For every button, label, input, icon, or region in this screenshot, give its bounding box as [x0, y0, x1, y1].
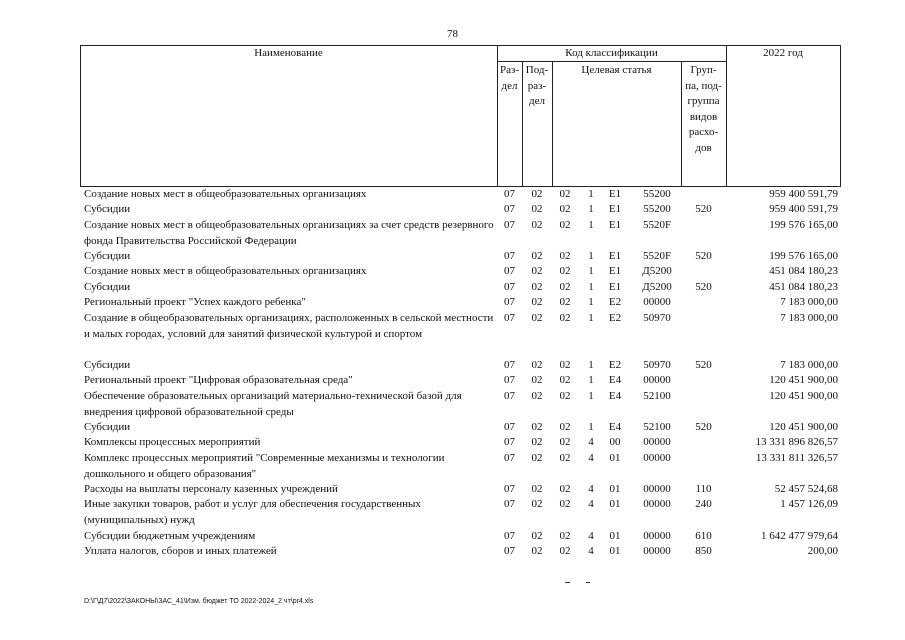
row-ts1: 02 [559, 374, 571, 386]
row-ts3: E1 [608, 281, 622, 293]
row-amount: 7 183 000,00 [780, 296, 838, 308]
row-ts3: 01 [609, 530, 621, 542]
row-podrazdel: 02 [531, 374, 543, 386]
row-name: Субсидии [84, 250, 131, 262]
row-ts3: 01 [609, 483, 621, 495]
row-ts4: Д5200 [642, 265, 672, 277]
row-name: Субсидии [84, 359, 131, 371]
row-name: Обеспечение образовательных организаций материально-технической базой для внедрения цифровой образовательной среды [84, 390, 462, 418]
row-name: Субсидии [84, 203, 131, 215]
row-ts2: 1 [588, 219, 594, 231]
row-ts4: Д5200 [642, 281, 672, 293]
row-razdel: 07 [504, 250, 515, 262]
row-amount: 120 451 900,00 [769, 374, 838, 386]
row-podrazdel: 02 [531, 483, 543, 495]
row-ts3: E1 [608, 250, 622, 262]
header-group-line: па, под- [685, 79, 722, 92]
row-name: Создание новых мест в общеобразовательных организациях за счет средств резервного фонда Правительства Российской Федерации [84, 219, 494, 247]
row-razdel: 07 [504, 421, 515, 433]
header-razdel [497, 63, 522, 94]
row-ts4: 55200 [643, 203, 671, 215]
row-ts2: 1 [588, 359, 594, 371]
row-ts2: 4 [588, 545, 594, 557]
row-ts2: 1 [588, 281, 594, 293]
row-ts4: 52100 [643, 390, 671, 402]
row-ts2: 1 [588, 188, 594, 200]
row-group: 520 [695, 359, 712, 371]
row-ts3: E2 [608, 296, 622, 308]
row-podrazdel: 02 [531, 436, 543, 448]
row-group: 520 [695, 421, 712, 433]
row-amount: 199 576 165,00 [769, 219, 838, 231]
header-group [681, 63, 726, 156]
row-ts4: 55200 [643, 188, 671, 200]
row-ts3: E4 [608, 390, 622, 402]
row-razdel: 07 [504, 374, 515, 386]
row-ts3: E4 [608, 374, 622, 386]
row-razdel: 07 [504, 498, 515, 510]
row-ts2: 1 [588, 421, 594, 433]
row-ts2: 1 [588, 312, 594, 324]
row-amount: 7 183 000,00 [780, 359, 838, 371]
row-amount: 7 183 000,00 [780, 312, 838, 324]
row-amount: 451 084 180,23 [769, 265, 838, 277]
header-group-line: группа [687, 95, 720, 107]
row-name: Создание новых мест в общеобразовательных организациях [84, 265, 367, 277]
row-name: Региональный проект "Успех каждого ребенка" [84, 296, 306, 308]
row-ts1: 02 [559, 250, 571, 262]
row-ts3: E4 [608, 421, 622, 433]
row-razdel: 07 [504, 436, 515, 448]
header-group-line: расхо- [688, 126, 719, 138]
row-ts1: 02 [559, 436, 571, 448]
row-razdel: 07 [504, 452, 515, 464]
row-ts4: 00000 [643, 452, 671, 464]
header-group-line: видов [689, 110, 718, 123]
row-amount: 13 331 896 826,57 [755, 436, 838, 448]
header-code: Код классификации [565, 47, 658, 59]
header-podrazdel-line: Под- [525, 64, 549, 76]
row-ts3: E1 [608, 203, 622, 215]
row-ts2: 4 [588, 530, 594, 542]
row-group: 610 [695, 530, 712, 542]
row-ts1: 02 [559, 281, 571, 293]
row-ts4: 00000 [643, 545, 671, 557]
row-razdel: 07 [504, 265, 515, 277]
header-podrazdel [522, 63, 552, 110]
row-name: Комплекс процессных мероприятий "Современные механизмы и технологии дошкольного и общего образования" [84, 452, 445, 480]
row-group: 520 [695, 281, 712, 293]
row-amount: 200,00 [807, 545, 838, 557]
stray-mark [565, 582, 570, 583]
row-ts1: 02 [559, 390, 571, 402]
header-group-line: Груп- [690, 64, 717, 76]
row-ts1: 02 [559, 188, 571, 200]
row-ts3: 01 [609, 545, 621, 557]
row-ts4: 5520F [642, 250, 672, 262]
row-name: Субсидии бюджетным учреждениям [84, 530, 256, 542]
row-name: Иные закупки товаров, работ и услуг для обеспечения государственных (муниципальных) нужд [84, 498, 421, 526]
row-podrazdel: 02 [531, 296, 543, 308]
row-ts2: 4 [588, 483, 594, 495]
row-razdel: 07 [504, 281, 515, 293]
header-name: Наименование [254, 47, 323, 59]
row-razdel: 07 [504, 188, 515, 200]
row-podrazdel: 02 [531, 250, 543, 262]
row-name: Комплексы процессных мероприятий [84, 436, 261, 448]
row-ts4: 00000 [643, 296, 671, 308]
row-razdel: 07 [504, 390, 515, 402]
row-amount: 13 331 811 326,57 [755, 452, 838, 464]
row-amount: 120 451 900,00 [769, 421, 838, 433]
row-podrazdel: 02 [531, 390, 543, 402]
file-path-footer: D:\Г\Д7\2022\ЗАКОНЫ\ЗАС_41\Изм. бюджет ТО 2022-2024_2 чт\pr4.xls [84, 598, 314, 605]
row-ts1: 02 [559, 530, 571, 542]
row-razdel: 07 [504, 545, 515, 557]
border-right [840, 45, 841, 187]
row-name: Создание в общеобразовательных организациях, расположенных в сельской местности и малых городах, условий для занятий физической культурой и спортом [84, 312, 494, 340]
row-podrazdel: 02 [531, 281, 543, 293]
row-podrazdel: 02 [531, 219, 543, 231]
row-ts2: 1 [588, 296, 594, 308]
row-ts1: 02 [559, 421, 571, 433]
row-razdel: 07 [504, 296, 515, 308]
row-ts3: 00 [609, 436, 621, 448]
row-ts4: 00000 [643, 530, 671, 542]
header-year: 2022 год [763, 47, 803, 59]
header-razdel-line: дел [501, 79, 518, 92]
row-group: 110 [695, 483, 712, 495]
row-ts3: 01 [609, 498, 621, 510]
border-podrazdel [552, 61, 553, 187]
row-ts3: E2 [608, 312, 622, 324]
row-ts4: 00000 [643, 483, 671, 495]
row-ts4: 00000 [643, 498, 671, 510]
row-razdel: 07 [504, 483, 515, 495]
row-ts1: 02 [559, 498, 571, 510]
row-podrazdel: 02 [531, 545, 543, 557]
header-podrazdel-line: раз- [527, 79, 547, 92]
border-group [726, 45, 727, 187]
row-podrazdel: 02 [531, 265, 543, 277]
row-podrazdel: 02 [531, 498, 543, 510]
row-name: Субсидии [84, 421, 131, 433]
row-name: Региональный проект "Цифровая образовательная среда" [84, 374, 353, 386]
row-podrazdel: 02 [531, 530, 543, 542]
row-podrazdel: 02 [531, 452, 543, 464]
row-podrazdel: 02 [531, 421, 543, 433]
row-razdel: 07 [504, 530, 515, 542]
row-ts2: 4 [588, 452, 594, 464]
row-amount: 1 642 477 979,64 [761, 530, 838, 542]
row-ts1: 02 [559, 545, 571, 557]
row-ts4: 50970 [643, 312, 671, 324]
row-name: Субсидии [84, 281, 131, 293]
row-ts3: E1 [608, 219, 622, 231]
row-podrazdel: 02 [531, 312, 543, 324]
header-razdel-line: Раз- [499, 64, 519, 76]
row-amount: 199 576 165,00 [769, 250, 838, 262]
row-amount: 451 084 180,23 [769, 281, 838, 293]
row-name: Создание новых мест в общеобразовательных организациях [84, 188, 367, 200]
row-ts4: 52100 [643, 421, 671, 433]
row-amount: 959 400 591,79 [769, 188, 838, 200]
row-razdel: 07 [504, 219, 515, 231]
row-ts3: E1 [608, 188, 622, 200]
row-amount: 959 400 591,79 [769, 203, 838, 215]
row-podrazdel: 02 [531, 203, 543, 215]
row-amount: 120 451 900,00 [769, 390, 838, 402]
row-ts1: 02 [559, 452, 571, 464]
row-razdel: 07 [504, 312, 515, 324]
row-ts1: 02 [559, 219, 571, 231]
row-ts3: 01 [609, 452, 621, 464]
row-ts4: 50970 [643, 359, 671, 371]
row-ts1: 02 [559, 296, 571, 308]
row-ts2: 1 [588, 265, 594, 277]
row-ts1: 02 [559, 483, 571, 495]
row-podrazdel: 02 [531, 188, 543, 200]
row-ts4: 5520F [642, 219, 672, 231]
row-ts1: 02 [559, 312, 571, 324]
row-ts2: 1 [588, 374, 594, 386]
row-ts4: 00000 [643, 436, 671, 448]
row-razdel: 07 [504, 359, 515, 371]
row-name: Расходы на выплаты персоналу казенных учреждений [84, 483, 338, 495]
row-ts2: 1 [588, 203, 594, 215]
header-target: Целевая статья [581, 64, 652, 76]
row-ts1: 02 [559, 203, 571, 215]
row-ts2: 4 [588, 436, 594, 448]
row-ts2: 1 [588, 390, 594, 402]
row-group: 520 [695, 203, 712, 215]
row-name: Уплата налогов, сборов и иных платежей [84, 545, 277, 557]
border-left [80, 45, 81, 187]
row-amount: 52 457 524,68 [774, 483, 838, 495]
row-ts1: 02 [559, 265, 571, 277]
page-number: 78 [447, 28, 458, 40]
row-podrazdel: 02 [531, 359, 543, 371]
row-ts1: 02 [559, 359, 571, 371]
row-ts4: 00000 [643, 374, 671, 386]
row-group: 850 [695, 545, 712, 557]
row-razdel: 07 [504, 203, 515, 215]
row-group: 520 [695, 250, 712, 262]
header-group-line: дов [695, 141, 712, 154]
row-ts3: E2 [608, 359, 622, 371]
row-amount: 1 457 126,09 [780, 498, 838, 510]
header-podrazdel-line: дел [529, 95, 545, 107]
stray-mark [586, 582, 590, 583]
row-ts2: 1 [588, 250, 594, 262]
row-ts2: 4 [588, 498, 594, 510]
row-group: 240 [695, 498, 712, 510]
row-ts3: E1 [608, 265, 622, 277]
